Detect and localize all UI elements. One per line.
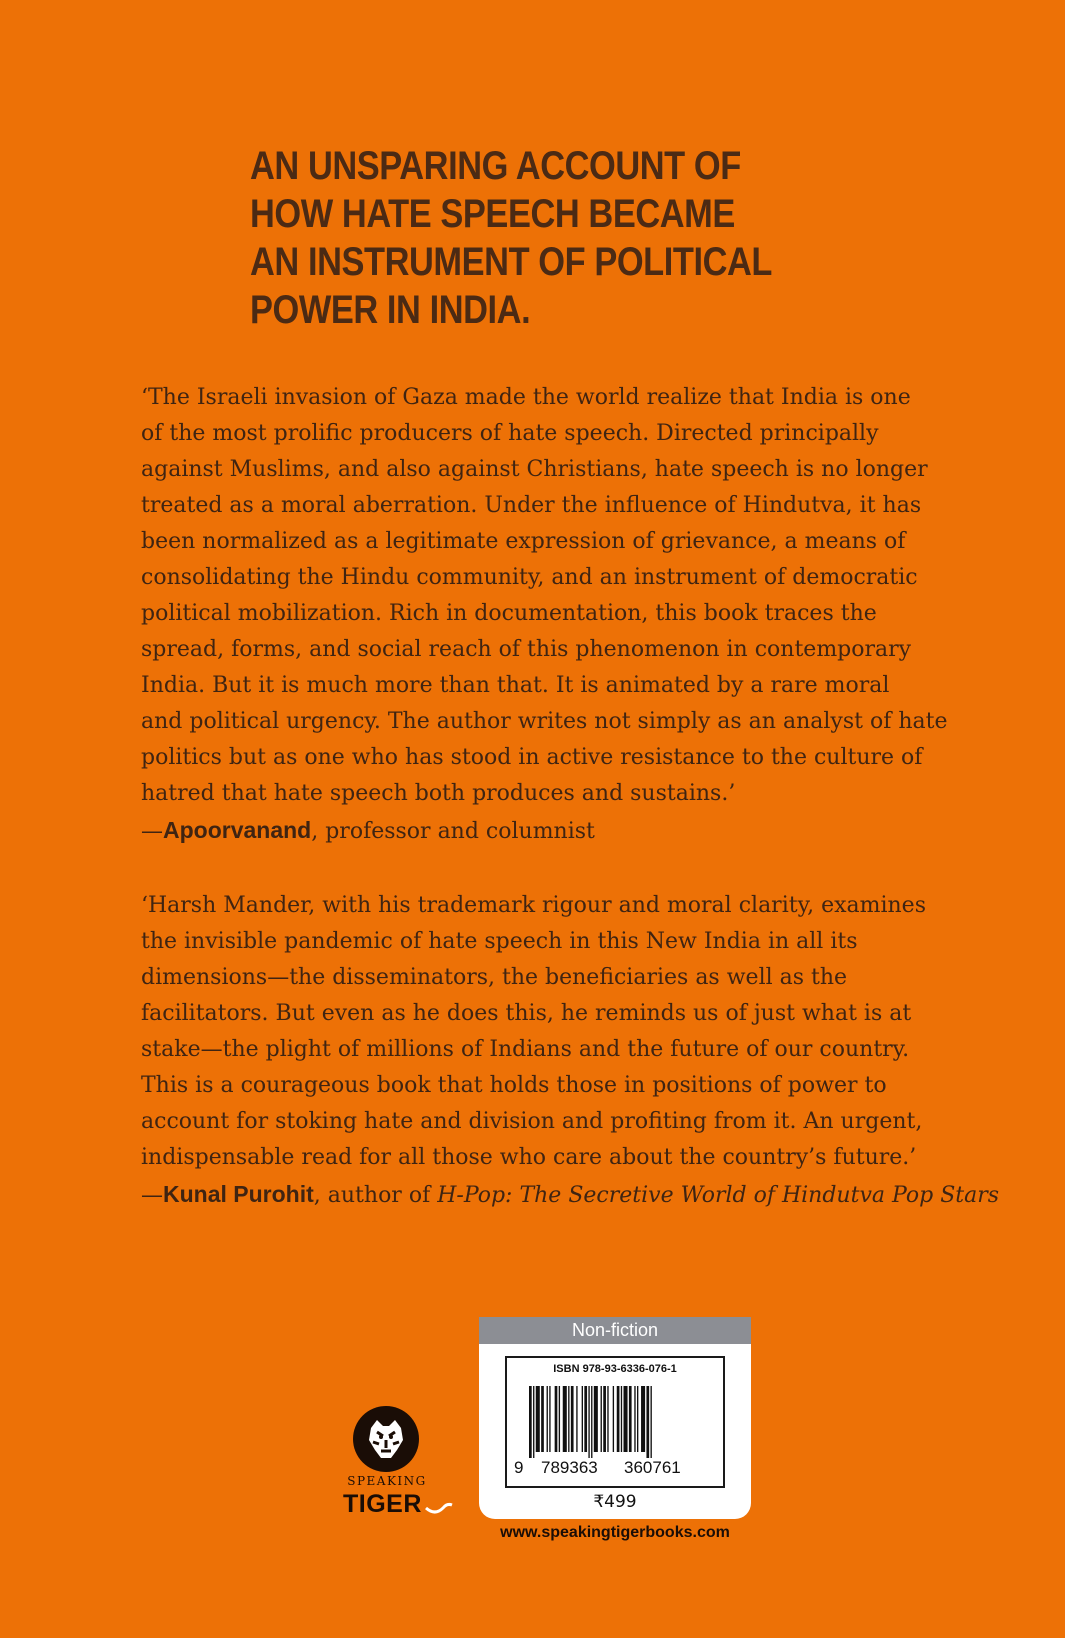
headline	[250, 142, 800, 334]
headline-line: HOW HATE SPEECH BECAME	[250, 192, 735, 236]
barcode-bar	[547, 1386, 548, 1452]
barcode-bar	[613, 1386, 614, 1452]
barcode-bar	[536, 1386, 540, 1452]
tiger-tail-icon	[425, 1500, 453, 1516]
blurb-line: India. But it is much more than that. It is animated by a rare moral	[141, 673, 890, 698]
attribution-author: Kunal Purohit	[163, 1181, 314, 1207]
blurb-kunal-purohit	[141, 888, 1001, 1214]
barcode-bar	[568, 1386, 569, 1452]
price-label: ₹499	[593, 1492, 637, 1512]
blurb-line: political mobilization. Rich in documentation, this book traces the	[141, 601, 877, 626]
barcode-bars	[529, 1386, 709, 1458]
barcode-bar	[529, 1386, 532, 1458]
tiger-head-icon	[353, 1406, 419, 1472]
barcode-bar	[651, 1386, 652, 1458]
attribution-dash: —	[141, 819, 163, 844]
barcode-bar	[607, 1386, 608, 1452]
blurb-line: This is a courageous book that holds those in positions of power to	[141, 1073, 887, 1098]
isbn-text: ISBN 978-93-6336-076-1	[553, 1363, 677, 1375]
blurb-line: account for stoking hate and division and profiting from it. An urgent,	[141, 1109, 923, 1134]
blurb-line: ‘The Israeli invasion of Gaza made the world realize that India is one	[141, 385, 911, 410]
attribution-dash: —	[141, 1183, 163, 1208]
blurb-line: hatred that hate speech both produces and sustains.’	[141, 781, 736, 806]
blurb-attribution	[141, 812, 1001, 850]
blurb-line: of the most prolific producers of hate speech. Directed principally	[141, 421, 879, 446]
barcode-bar	[624, 1386, 628, 1452]
barcode-bar	[582, 1386, 583, 1452]
blurb-line: consolidating the Hindu community, and an instrument of democratic	[141, 565, 918, 590]
barcode-bar	[634, 1386, 635, 1452]
barcode-bar	[603, 1386, 606, 1452]
barcode-frame	[505, 1356, 725, 1488]
publisher-logo	[345, 1406, 455, 1522]
barcode-bar	[621, 1386, 622, 1452]
blurb-line: stake—the plight of millions of Indians and the future of our country.	[141, 1037, 910, 1062]
publisher-name-top: SPEAKING	[347, 1474, 427, 1488]
barcode-bar	[601, 1386, 602, 1452]
blurb-apoorvanand	[141, 380, 1001, 850]
blurb-line: the invisible pandemic of hate speech in this New India in all its	[141, 929, 858, 954]
attribution-book-title: H-Pop: The Secretive World of Hindutva Pop Stars	[437, 1183, 1000, 1208]
blurb-line: been normalized as a legitimate expression of grievance, a means of	[141, 529, 906, 554]
blurb-line: ‘Harsh Mander, with his trademark rigour and moral clarity, examines	[141, 893, 926, 918]
attribution-role: , professor and columnist	[311, 819, 595, 844]
blurb-line: against Muslims, and also against Christians, hate speech is no longer	[141, 457, 928, 482]
barcode-bar	[584, 1386, 587, 1452]
headline-line: AN INSTRUMENT OF POLITICAL	[250, 240, 772, 284]
blurb-line: indispensable read for all those who care about the country’s future.’	[141, 1145, 917, 1170]
blurb-line: facilitators. But even as he does this, he reminds us of just what is at	[141, 1001, 912, 1026]
barcode-panel	[479, 1317, 751, 1519]
headline-line: AN UNSPARING ACCOUNT OF	[250, 144, 741, 188]
barcode-bar	[571, 1386, 574, 1452]
barcode-bar	[588, 1386, 589, 1458]
barcode-bar	[549, 1386, 550, 1452]
blurb-line: spread, forms, and social reach of this phenomenon in contemporary	[141, 637, 912, 662]
barcode-bar	[541, 1386, 544, 1452]
barcode-bar	[591, 1386, 592, 1458]
barcode-digits-left: 789363	[541, 1458, 598, 1477]
barcode-bar	[641, 1386, 645, 1452]
blurb-line: treated as a moral aberration. Under the influence of Hindutva, it has	[141, 493, 922, 518]
attribution-role: , author of	[313, 1183, 438, 1208]
blurb-line: and political urgency. The author writes not simply as an analyst of hate	[141, 709, 948, 734]
barcode-bar	[555, 1386, 558, 1452]
barcode-digit-first: 9	[514, 1458, 524, 1477]
barcode-bar	[629, 1386, 632, 1452]
barcode-bar	[594, 1386, 598, 1452]
barcode-bar	[637, 1386, 638, 1452]
barcode-bar	[617, 1386, 620, 1452]
barcode-bar	[533, 1386, 534, 1458]
barcode-bar	[646, 1386, 649, 1458]
genre-label: Non-fiction	[479, 1317, 751, 1344]
publisher-name: TIGER	[343, 1490, 422, 1518]
blurb-line: politics but as one who has stood in active resistance to the culture of	[141, 745, 923, 770]
barcode-digits-right: 360761	[624, 1458, 681, 1477]
attribution-author: Apoorvanand	[163, 817, 312, 843]
publisher-website: www.speakingtigerbooks.com	[500, 1524, 730, 1541]
blurb-attribution	[141, 1176, 1001, 1214]
barcode-bar	[559, 1386, 560, 1452]
barcode-bar	[563, 1386, 567, 1452]
blurb-line: dimensions—the disseminators, the beneficiaries as well as the	[141, 965, 848, 990]
headline-line: POWER IN INDIA.	[250, 288, 531, 332]
barcode-bar	[576, 1386, 577, 1452]
